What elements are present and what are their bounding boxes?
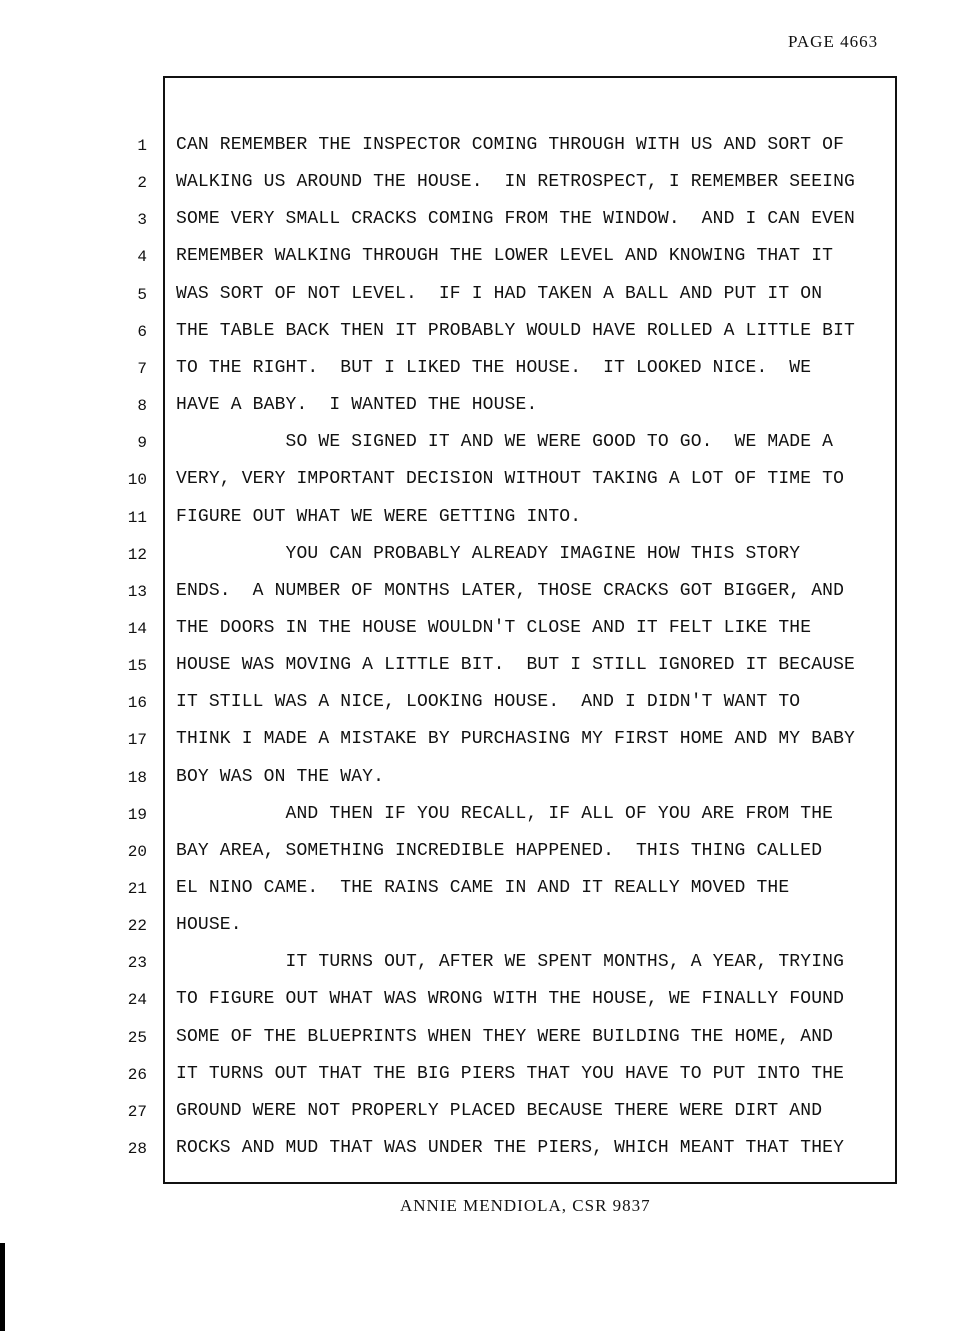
- line-number: 4: [137, 248, 147, 266]
- line-number: 28: [127, 1140, 147, 1158]
- line-number: 9: [137, 434, 147, 452]
- transcript-line: THE TABLE BACK THEN IT PROBABLY WOULD HAVE ROLLED A LITTLE BIT: [176, 321, 856, 341]
- transcript-line: TO THE RIGHT. BUT I LIKED THE HOUSE. IT LOOKED NICE. WE: [176, 358, 812, 378]
- transcript-line: VERY, VERY IMPORTANT DECISION WITHOUT TAKING A LOT OF TIME TO: [176, 469, 845, 489]
- line-number: 3: [137, 211, 147, 229]
- transcript-line: CAN REMEMBER THE INSPECTOR COMING THROUGH WITH US AND SORT OF: [176, 135, 845, 155]
- line-number: 24: [127, 991, 147, 1009]
- line-number: 10: [127, 471, 147, 489]
- line-number: 19: [127, 806, 147, 824]
- transcript-line: FIGURE OUT WHAT WE WERE GETTING INTO.: [176, 507, 582, 527]
- transcript-line: TO FIGURE OUT WHAT WAS WRONG WITH THE HOUSE, WE FINALLY FOUND: [176, 989, 845, 1009]
- transcript-line: WAS SORT OF NOT LEVEL. IF I HAD TAKEN A BALL AND PUT IT ON: [176, 284, 823, 304]
- line-number: 1: [137, 137, 147, 155]
- transcript-line: THINK I MADE A MISTAKE BY PURCHASING MY FIRST HOME AND MY BABY: [176, 729, 856, 749]
- transcript-line: EL NINO CAME. THE RAINS CAME IN AND IT REALLY MOVED THE: [176, 878, 790, 898]
- transcript-line: IT STILL WAS A NICE, LOOKING HOUSE. AND I DIDN'T WANT TO: [176, 692, 801, 712]
- line-number: 8: [137, 397, 147, 415]
- line-number: 26: [127, 1066, 147, 1084]
- line-number: 21: [127, 880, 147, 898]
- line-number: 25: [127, 1029, 147, 1047]
- line-number: 14: [127, 620, 147, 638]
- line-number: 22: [127, 917, 147, 935]
- transcript-line: HAVE A BABY. I WANTED THE HOUSE.: [176, 395, 538, 415]
- transcript-line: HOUSE.: [176, 915, 242, 935]
- transcript-line: BAY AREA, SOMETHING INCREDIBLE HAPPENED. THIS THING CALLED: [176, 841, 823, 861]
- transcript-line: SO WE SIGNED IT AND WE WERE GOOD TO GO. WE MADE A: [176, 432, 834, 452]
- line-number: 5: [137, 286, 147, 304]
- transcript-line: THE DOORS IN THE HOUSE WOULDN'T CLOSE AND IT FELT LIKE THE: [176, 618, 812, 638]
- line-number: 2: [137, 174, 147, 192]
- line-number: 6: [137, 323, 147, 341]
- transcript-line: HOUSE WAS MOVING A LITTLE BIT. BUT I STILL IGNORED IT BECAUSE: [176, 655, 856, 675]
- line-number: 15: [127, 657, 147, 675]
- transcript-line: AND THEN IF YOU RECALL, IF ALL OF YOU ARE FROM THE: [176, 804, 834, 824]
- line-number: 27: [127, 1103, 147, 1121]
- court-reporter-footer: ANNIE MENDIOLA, CSR 9837: [400, 1196, 651, 1215]
- transcript-line: ROCKS AND MUD THAT WAS UNDER THE PIERS, WHICH MEANT THAT THEY: [176, 1138, 845, 1158]
- transcript-line: SOME OF THE BLUEPRINTS WHEN THEY WERE BUILDING THE HOME, AND: [176, 1027, 834, 1047]
- line-number: 20: [127, 843, 147, 861]
- transcript-line: REMEMBER WALKING THROUGH THE LOWER LEVEL AND KNOWING THAT IT: [176, 246, 834, 266]
- transcript-line: ENDS. A NUMBER OF MONTHS LATER, THOSE CRACKS GOT BIGGER, AND: [176, 581, 845, 601]
- line-number: 13: [127, 583, 147, 601]
- transcript-line: BOY WAS ON THE WAY.: [176, 767, 385, 787]
- transcript-line: WALKING US AROUND THE HOUSE. IN RETROSPECT, I REMEMBER SEEING: [176, 172, 856, 192]
- page-number: PAGE 4663: [788, 32, 879, 51]
- line-number: 18: [127, 769, 147, 787]
- line-number: 7: [137, 360, 147, 378]
- scan-edge-mark: [0, 1243, 5, 1331]
- line-number: 16: [127, 694, 147, 712]
- line-number: 17: [127, 731, 147, 749]
- line-number: 12: [127, 546, 147, 564]
- line-number: 23: [127, 954, 147, 972]
- transcript-line: SOME VERY SMALL CRACKS COMING FROM THE WINDOW. AND I CAN EVEN: [176, 209, 856, 229]
- transcript-line: YOU CAN PROBABLY ALREADY IMAGINE HOW THIS STORY: [176, 544, 801, 564]
- line-number: 11: [127, 509, 147, 527]
- transcript-line: IT TURNS OUT, AFTER WE SPENT MONTHS, A YEAR, TRYING: [176, 952, 845, 972]
- transcript-line: GROUND WERE NOT PROPERLY PLACED BECAUSE THERE WERE DIRT AND: [176, 1101, 823, 1121]
- transcript-line: IT TURNS OUT THAT THE BIG PIERS THAT YOU HAVE TO PUT INTO THE: [176, 1064, 845, 1084]
